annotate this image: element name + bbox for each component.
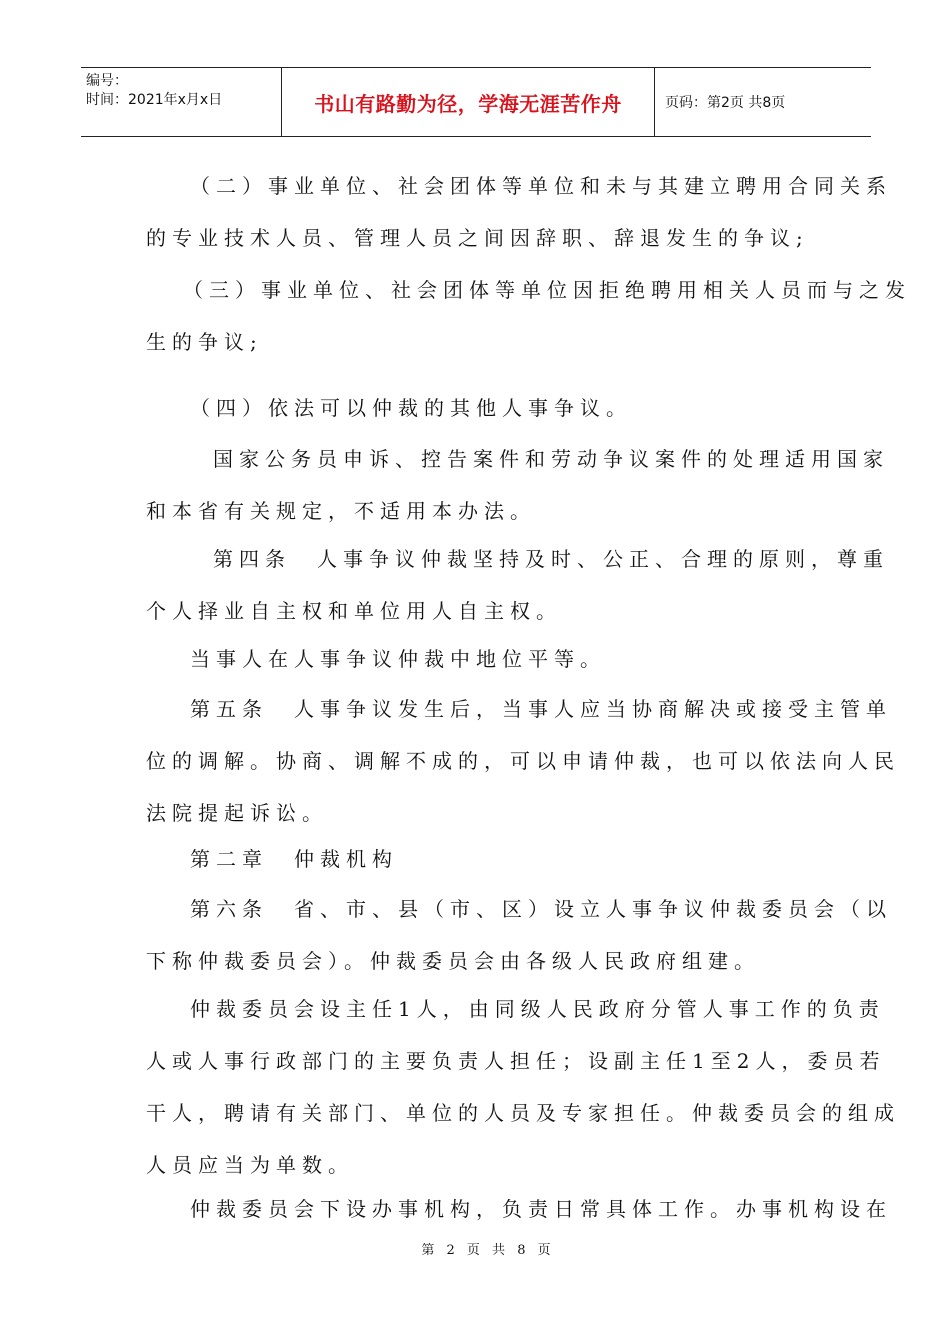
page-header [81,67,871,137]
text-line: （二）事业单位、社会团体等单位和未与其建立聘用合同关系 [190,174,892,198]
text-line: 仲裁委员会下设办事机构，负责日常具体工作。办事机构设在 [190,1197,892,1221]
paragraph-civil-servant-exclusion [146,433,889,537]
text-line: （四）依法可以仲裁的其他人事争议。 [190,396,632,420]
header-motto: 书山有路勤为径，学海无涯苦作舟 [282,68,655,136]
text-line: 的专业技术人员、管理人员之间因辞职、辞退发生的争议; [146,226,809,250]
text-line: 第二章 仲裁机构 [190,847,398,871]
text-line: 干人，聘请有关部门、单位的人员及专家担任。仲裁委员会的组成 [146,1101,900,1125]
text-line: 生的争议; [146,330,263,354]
header-page-indicator: 页码：第2页 共8页 [665,95,786,111]
text-line: 下称仲裁委员会）。仲裁委员会由各级人民政府组建。 [146,949,760,973]
text-line: 和本省有关规定，不适用本办法。 [146,499,536,523]
paragraph-equal-status [190,633,850,685]
article-5 [146,683,900,839]
article-6 [146,883,892,987]
paragraph-committee-composition [146,983,900,1191]
text-line: 第五条 人事争议发生后，当事人应当协商解决或接受主管单 [190,697,892,721]
text-line: 国家公务员申诉、控告案件和劳动争议案件的处理适用国家 [213,447,889,471]
article-4 [146,533,889,637]
text-line: 人员应当为单数。 [146,1153,354,1177]
text-line: 位的调解。协商、调解不成的，可以申请仲裁，也可以依法向人民 [146,749,900,773]
document-number-label: 编号： [86,73,128,89]
chapter-2-heading [190,833,850,885]
document-date-label: 时间：2021年x月x日 [86,92,223,108]
text-line: 个人择业自主权和单位用人自主权。 [146,599,562,623]
text-line: 第六条 省、市、县（市、区）设立人事争议仲裁委员会（以 [190,897,892,921]
text-line: 人或人事行政部门的主要负责人担任；设副主任1至2人，委员若 [146,1049,886,1073]
paragraph-item-4 [190,382,850,434]
header-meta-cell [81,68,282,136]
text-line: （三）事业单位、社会团体等单位因拒绝聘用相关人员而与之发 [183,278,911,302]
paragraph-item-2 [146,160,892,264]
text-line: 第四条 人事争议仲裁坚持及时、公正、合理的原则，尊重 [213,547,889,571]
page-footer: 第 2 页 共 8 页 [421,1243,555,1258]
text-line: 当事人在人事争议仲裁中地位平等。 [190,647,606,671]
text-line: 法院提起诉讼。 [146,801,328,825]
paragraph-office [190,1183,892,1235]
text-line: 仲裁委员会设主任1人，由同级人民政府分管人事工作的负责 [190,997,885,1021]
paragraph-item-3 [146,264,911,368]
